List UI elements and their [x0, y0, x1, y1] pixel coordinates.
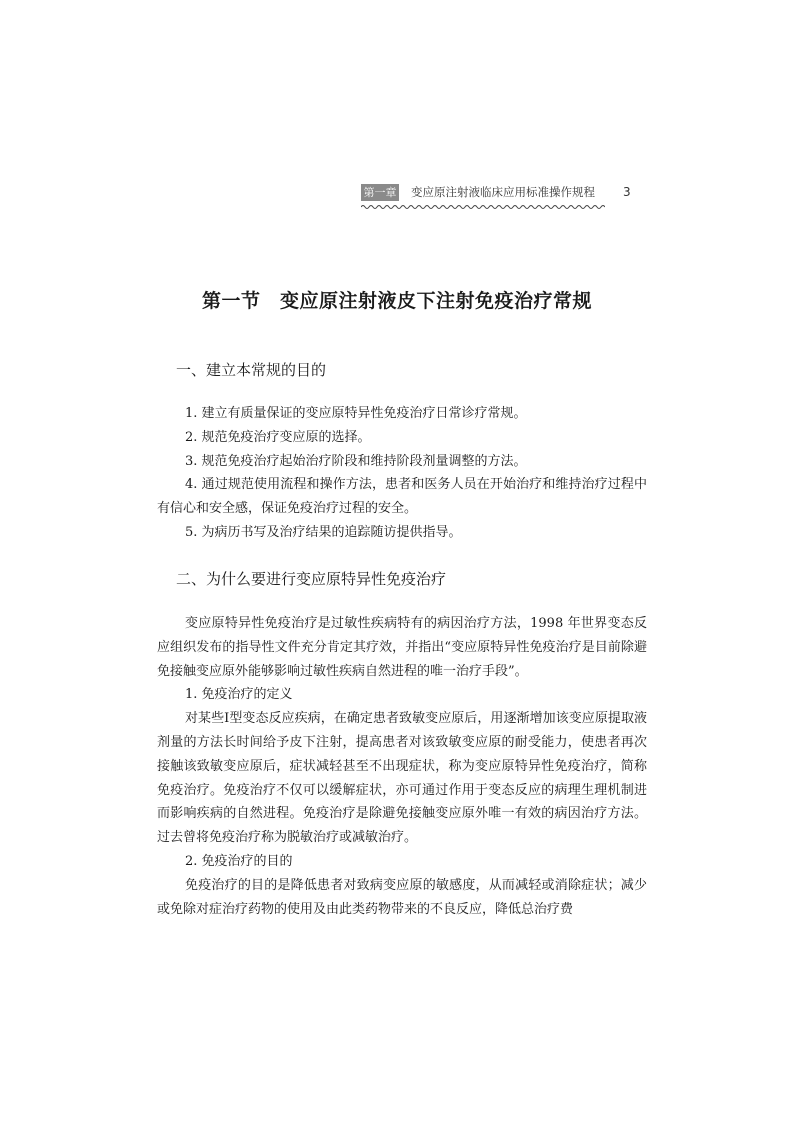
list-item: 1. 建立有质量保证的变应原特异性免疫治疗日常诊疗常规。	[185, 406, 527, 421]
definition-heading: 1. 免疫治疗的定义	[185, 687, 293, 703]
page-number: 3	[623, 185, 631, 199]
purpose-list	[157, 402, 647, 545]
section-title: 第一节 变应原注射液皮下注射免疫治疗常规	[201, 290, 592, 312]
running-header	[361, 184, 636, 202]
definition-paragraph: 对某些Ⅰ型变态反应疾病，在确定患者致敏变应原后，用逐渐增加该变应原提取液剂量的方法长时间给予皮下注射，提高患者对该致敏变应原的耐受能力，使患者再次接触该致敏变应原后，症状减轻甚至不出现症状，称为变应原特异性免疫治疗，简称免疫治疗。免疫治疗不仅可以缓解症状，亦可通过作用于变态反应的病理生理机制进而影响疾病的自然进程。免疫治疗是除避免接触变应原外唯一有效的病因治疗方法。过去曾将免疫治疗称为脱敏治疗或减敏治疗。	[157, 711, 647, 846]
why-body	[157, 612, 647, 921]
running-header-title: 变应原注射液临床应用标准操作规程	[411, 185, 595, 199]
wavy-rule-decoration	[361, 203, 605, 211]
list-item: 4. 通过规范使用流程和操作方法，患者和医务人员在开始治疗和维持治疗过程中有信心和安全感，保证免疫治疗过程的安全。	[157, 477, 647, 517]
list-item: 2. 规范免疫治疗变应原的选择。	[185, 429, 371, 445]
list-item: 3. 规范免疫治疗起始治疗阶段和维持阶段剂量调整的方法。	[185, 453, 527, 469]
purpose-heading: 2. 免疫治疗的目的	[185, 853, 293, 869]
purpose-paragraph: 免疫治疗的目的是降低患者对致病变应原的敏感度，从而减轻或消除症状；减少或免除对症治疗药物的使用及由此类药物带来的不良反应，降低总治疗费	[157, 877, 647, 917]
chapter-badge: 第一章	[361, 184, 399, 201]
heading-why: 二、为什么要进行变应原特异性免疫治疗	[176, 570, 447, 588]
list-item: 5. 为病历书写及治疗结果的追踪随访提供指导。	[185, 524, 462, 540]
heading-purpose: 一、建立本常规的目的	[176, 361, 327, 379]
intro-paragraph: 变应原特异性免疫治疗是过敏性疾病特有的病因治疗方法，1998 年世界变态反应组织发布的指导性文件充分肯定其疗效，并指出“变应原特异性免疫治疗是目前除避免接触变应原外能够影响过敏性疾病自然进程的唯一治疗手段”。	[157, 616, 647, 679]
